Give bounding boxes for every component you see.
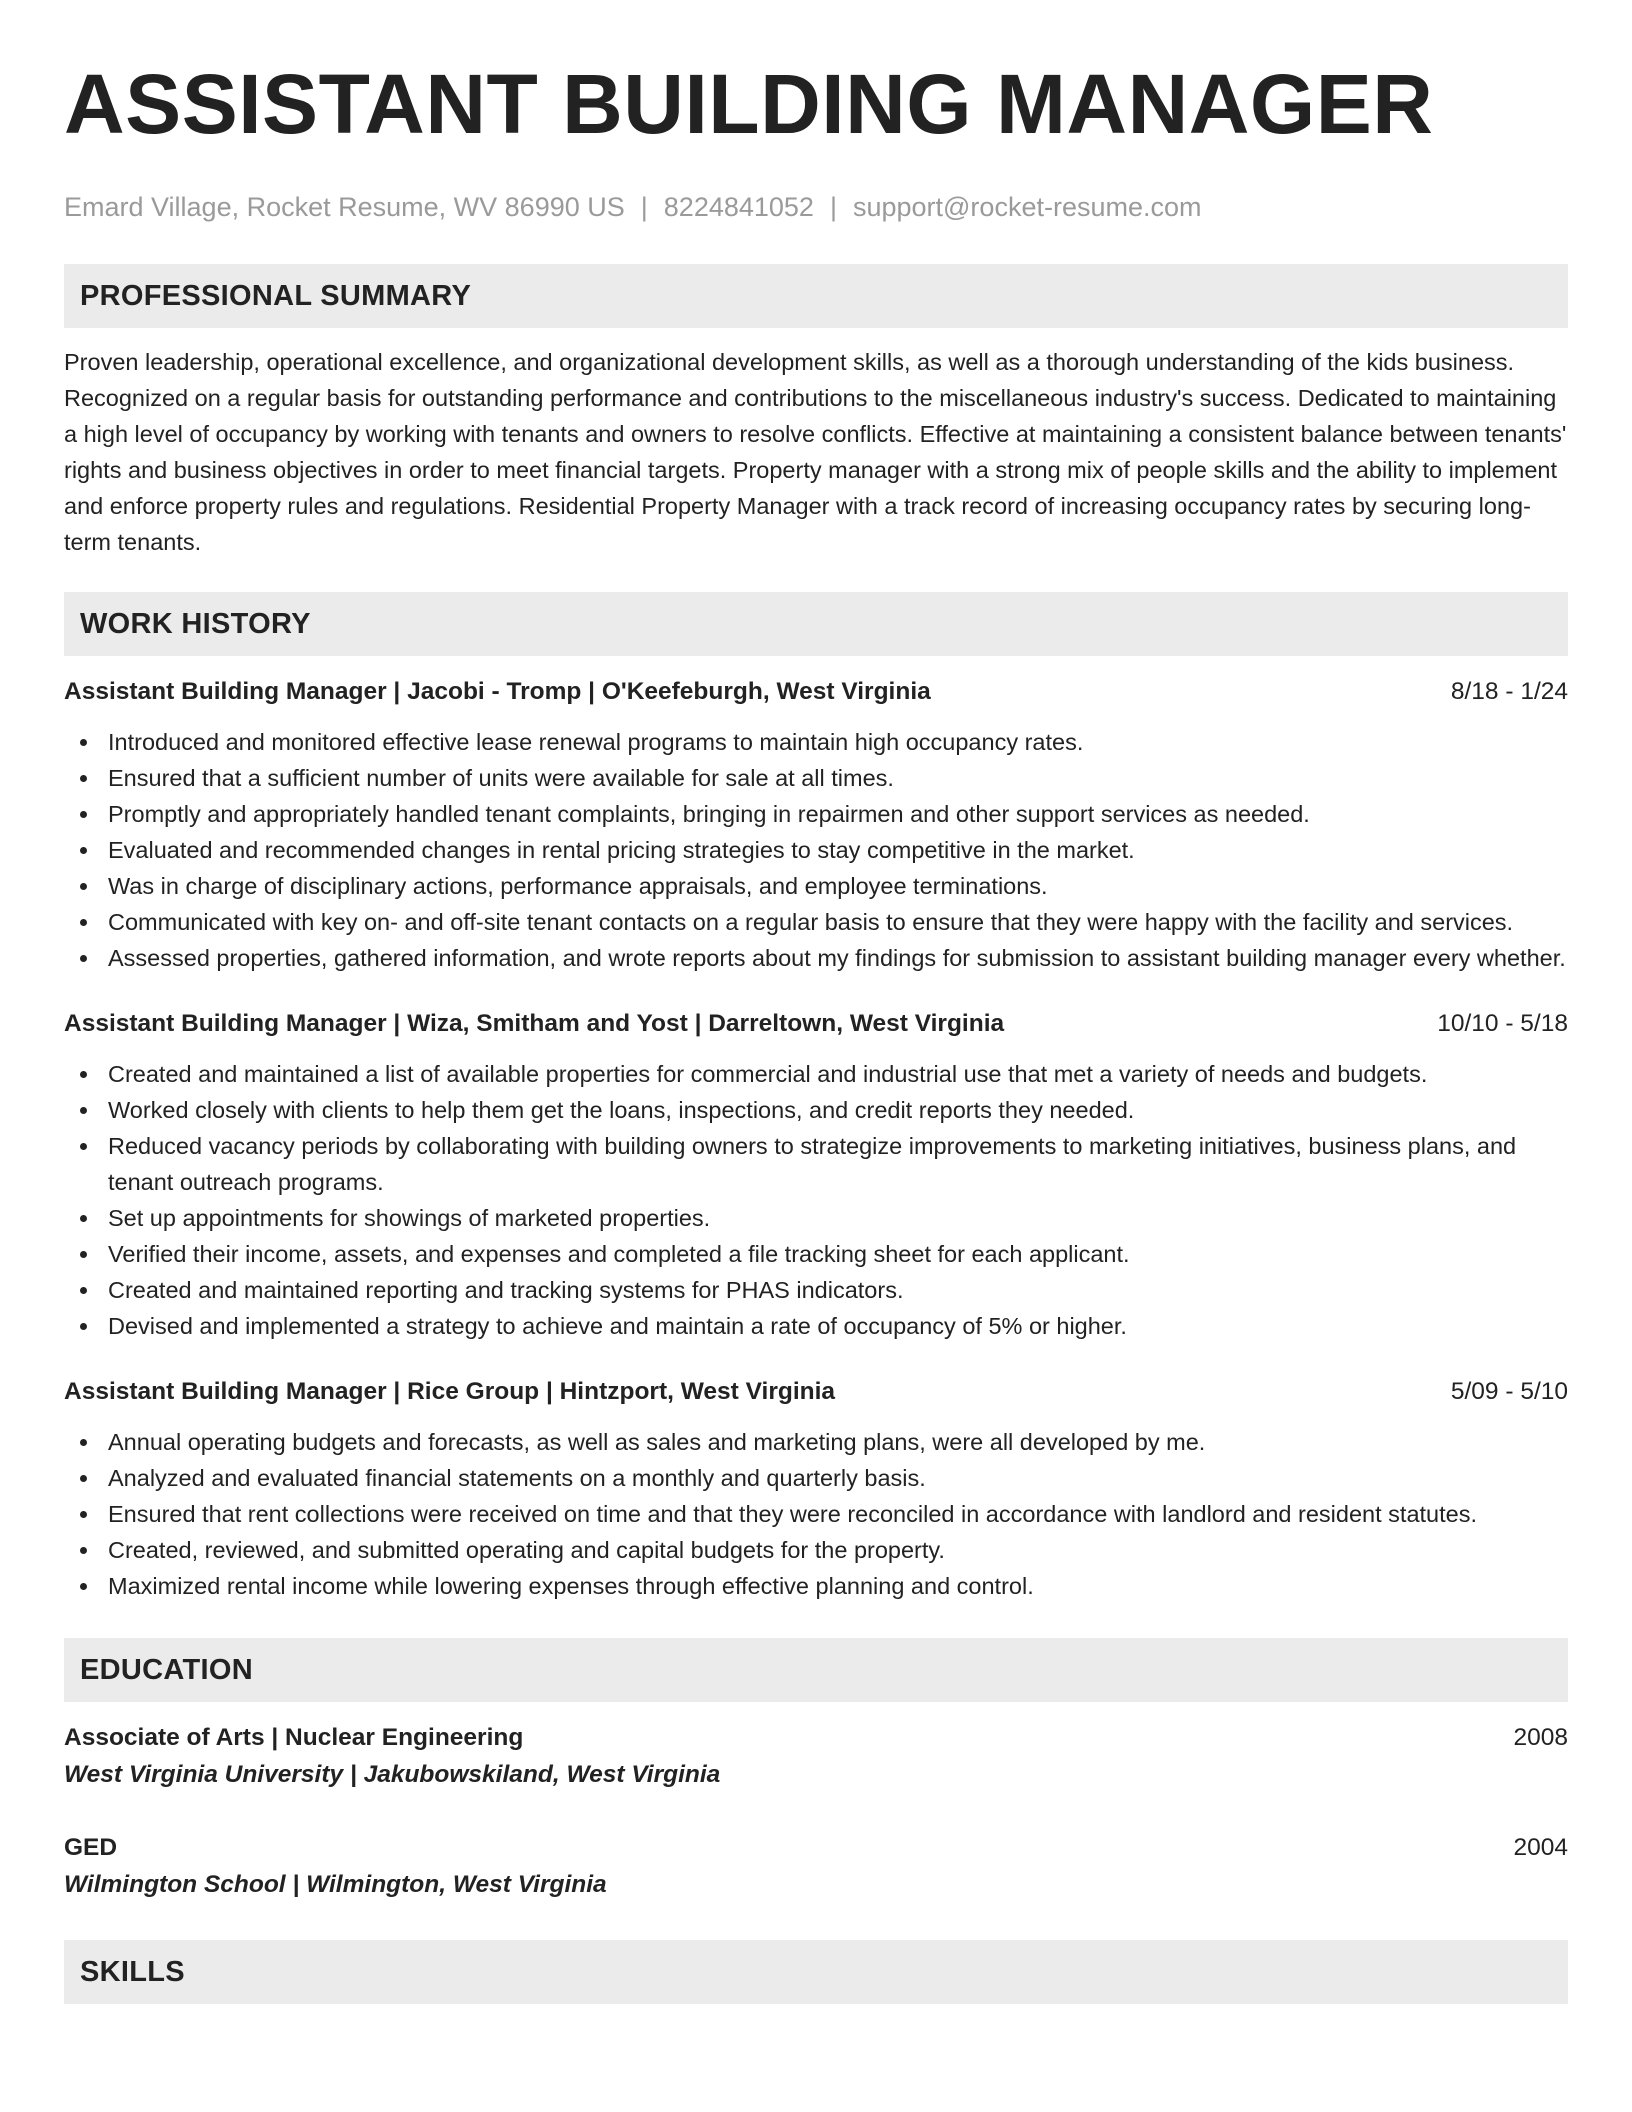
job-bullet: Evaluated and recommended changes in rental pricing strategies to stay competitive in the market. — [64, 832, 1568, 868]
job-bullet: Ensured that a sufficient number of units were available for sale at all times. — [64, 760, 1568, 796]
job-bullet: Worked closely with clients to help them get the loans, inspections, and credit reports they needed. — [64, 1092, 1568, 1128]
job-header — [64, 1374, 1568, 1410]
contact-email: support@rocket-resume.com — [852, 192, 1202, 222]
education-year: 2008 — [1513, 1724, 1568, 1751]
job-bullet: Maximized rental income while lowering expenses through effective planning and control. — [64, 1568, 1568, 1604]
resume-name: ASSISTANT BUILDING MANAGER — [64, 57, 1434, 151]
job-bullet: Set up appointments for showings of marketed properties. — [64, 1200, 1568, 1236]
job-bullet: Communicated with key on- and off-site tenant contacts on a regular basis to ensure that they were happy with the facility and services. — [64, 904, 1568, 940]
education-school: Wilmington School | Wilmington, West Virginia — [64, 1871, 607, 1898]
job-header — [64, 674, 1568, 710]
contact-separator: | — [640, 192, 648, 222]
job-dates: 8/18 - 1/24 — [1450, 678, 1568, 705]
job-dates: 5/09 - 5/10 — [1450, 1378, 1568, 1405]
job-bullet: Promptly and appropriately handled tenant complaints, bringing in repairmen and other support services as needed. — [64, 796, 1568, 832]
job-bullet: Ensured that rent collections were received on time and that they were reconciled in accordance with landlord and resident statutes. — [64, 1496, 1568, 1532]
job-bullet: Introduced and monitored effective lease renewal programs to maintain high occupancy rates. — [64, 724, 1568, 760]
job-title: Assistant Building Manager | Rice Group | Hintzport, West Virginia — [64, 1378, 836, 1405]
job-bullet: Devised and implemented a strategy to achieve and maintain a rate of occupancy of 5% or higher. — [64, 1308, 1568, 1344]
job-bullet: Was in charge of disciplinary actions, performance appraisals, and employee terminations. — [64, 868, 1568, 904]
contact-separator: | — [829, 192, 837, 222]
summary-section-header: PROFESSIONAL SUMMARY — [64, 264, 1568, 328]
work-history-section-header: WORK HISTORY — [64, 592, 1568, 656]
contact-line — [64, 190, 1568, 224]
job-title: Assistant Building Manager | Wiza, Smitham and Yost | Darreltown, West Virginia — [64, 1010, 1005, 1037]
summary-text: Proven leadership, operational excellence, and organizational development skills, as well as a thorough understanding of the kids business. Recognized on a regular basis for outstanding performance and contributions to the miscellaneous industry's success. Dedicated to maintaining a high level of occupancy by working with tenants and owners to resolve conflicts. Effective at maintaining a consistent balance between tenants' rights and business objectives in order to meet financial targets. Property manager with a strong mix of people skills and the ability to implement and enforce property rules and regulations. Residential Property Manager with a track record of increasing occupancy rates by securing long-term tenants. — [64, 349, 1567, 555]
job-entry — [64, 1006, 1568, 1344]
education-year: 2004 — [1513, 1834, 1568, 1861]
job-bullet: Created and maintained reporting and tracking systems for PHAS indicators. — [64, 1272, 1568, 1308]
job-bullet: Verified their income, assets, and expenses and completed a file tracking sheet for each applicant. — [64, 1236, 1568, 1272]
job-bullets — [64, 1424, 1568, 1604]
job-entry — [64, 1374, 1568, 1604]
job-bullet: Created and maintained a list of available properties for commercial and industrial use that met a variety of needs and budgets. — [64, 1056, 1568, 1092]
education-entry — [64, 1720, 1568, 1794]
education-degree: Associate of Arts | Nuclear Engineering — [64, 1724, 524, 1751]
job-bullet: Reduced vacancy periods by collaborating with building owners to strategize improvements to marketing initiatives, business plans, and tenant outreach programs. — [64, 1128, 1568, 1200]
education-school: West Virginia University | Jakubowskiland, West Virginia — [64, 1761, 721, 1788]
education-entry — [64, 1830, 1568, 1904]
job-title: Assistant Building Manager | Jacobi - Tromp | O'Keefeburgh, West Virginia — [64, 678, 931, 705]
job-bullets — [64, 724, 1568, 976]
contact-address: Emard Village, Rocket Resume, WV 86990 US — [64, 192, 625, 222]
job-bullet: Analyzed and evaluated financial statements on a monthly and quarterly basis. — [64, 1460, 1568, 1496]
job-bullet: Assessed properties, gathered information, and wrote reports about my findings for submission to assistant building manager every whether. — [64, 940, 1568, 976]
job-bullet: Annual operating budgets and forecasts, as well as sales and marketing plans, were all developed by me. — [64, 1424, 1568, 1460]
job-header — [64, 1006, 1568, 1042]
education-header — [64, 1830, 1568, 1866]
contact-phone: 8224841052 — [663, 192, 814, 222]
education-section-header: EDUCATION — [64, 1638, 1568, 1702]
job-dates: 10/10 - 5/18 — [1437, 1010, 1568, 1037]
education-header — [64, 1720, 1568, 1756]
job-entry — [64, 674, 1568, 976]
job-bullets — [64, 1056, 1568, 1344]
education-degree: GED — [64, 1834, 118, 1861]
skills-section-header: SKILLS — [64, 1940, 1568, 2004]
job-bullet: Created, reviewed, and submitted operating and capital budgets for the property. — [64, 1532, 1568, 1568]
